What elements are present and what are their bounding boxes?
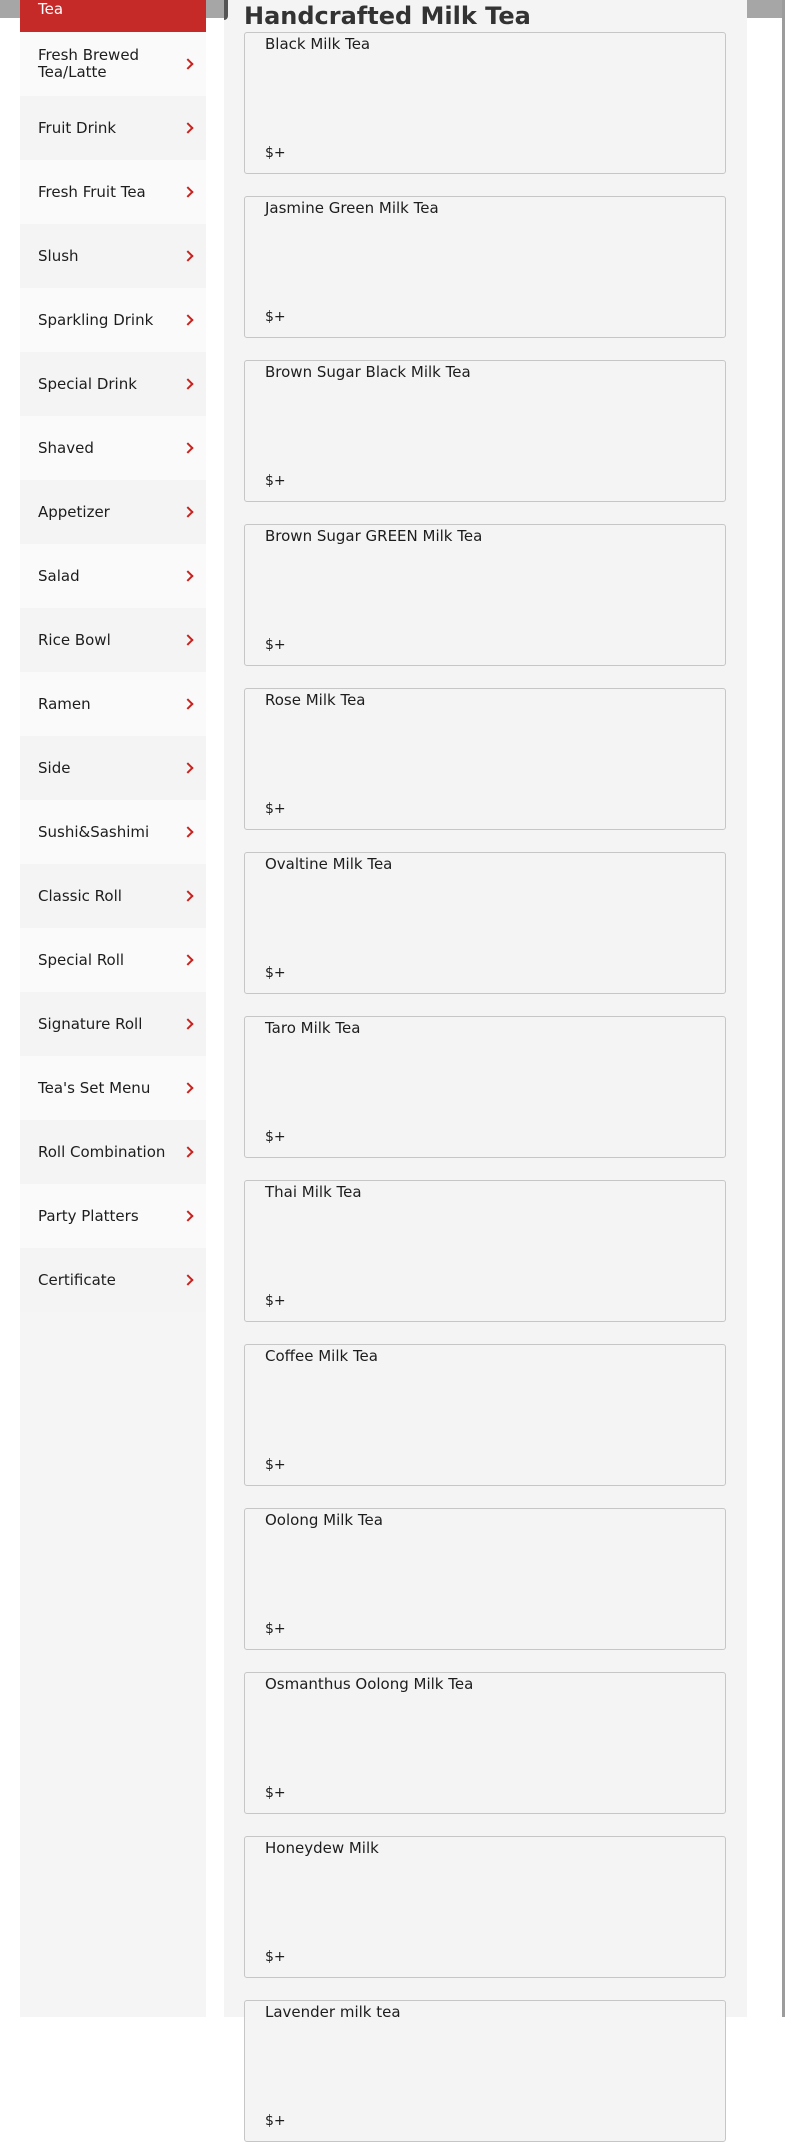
sidebar-item-label: Salad xyxy=(38,566,80,585)
product-name: Ovaltine Milk Tea xyxy=(265,855,393,873)
sidebar-item-certificate[interactable] xyxy=(20,1248,206,1312)
sidebar-item-salad[interactable] xyxy=(20,544,206,608)
sidebar-item-tea[interactable] xyxy=(20,0,206,32)
product-name: Thai Milk Tea xyxy=(265,1183,362,1201)
sidebar-item-fruit-drink[interactable] xyxy=(20,96,206,160)
sidebar-item-label: Special Drink xyxy=(38,374,137,393)
product-name: Coffee Milk Tea xyxy=(265,1347,378,1365)
chevron-right-icon xyxy=(182,1210,193,1221)
chevron-right-icon xyxy=(182,762,193,773)
product-price: $+ xyxy=(265,1129,286,1145)
chevron-right-icon xyxy=(182,634,193,645)
product-name: Brown Sugar Black Milk Tea xyxy=(265,363,471,381)
chevron-right-icon xyxy=(182,1146,193,1157)
sidebar-item-label: Shaved xyxy=(38,438,94,457)
chevron-right-icon xyxy=(182,122,193,133)
sidebar-item-label: Side xyxy=(38,758,71,777)
product-card[interactable] xyxy=(244,1672,726,1814)
chevron-right-icon xyxy=(182,954,193,965)
sidebar-item-fresh-fruit-tea[interactable] xyxy=(20,160,206,224)
sidebar-item-rice-bowl[interactable] xyxy=(20,608,206,672)
chevron-right-icon xyxy=(182,186,193,197)
product-card[interactable] xyxy=(244,360,726,502)
product-card[interactable] xyxy=(244,1344,726,1486)
product-card[interactable] xyxy=(244,2000,726,2142)
product-price: $+ xyxy=(265,1457,286,1473)
sidebar-item-label: Slush xyxy=(38,246,79,265)
product-card[interactable] xyxy=(244,1508,726,1650)
sidebar-item-classic-roll[interactable] xyxy=(20,864,206,928)
sidebar-item-fresh-brewed-tea-latte[interactable] xyxy=(20,32,206,96)
category-image xyxy=(224,0,228,20)
sidebar-item-label: Party Platters xyxy=(38,1206,139,1225)
product-name: Jasmine Green Milk Tea xyxy=(265,199,439,217)
chevron-right-icon xyxy=(182,250,193,261)
sidebar-item-special-drink[interactable] xyxy=(20,352,206,416)
product-name: Black Milk Tea xyxy=(265,35,371,53)
sidebar-item-label: Tea xyxy=(38,0,64,18)
chevron-right-icon xyxy=(182,442,193,453)
chevron-right-icon xyxy=(182,1082,193,1093)
sidebar-item-label: Sushi&Sashimi xyxy=(38,822,150,841)
sidebar-item-label: Sparkling Drink xyxy=(38,310,154,329)
sidebar-item-slush[interactable] xyxy=(20,224,206,288)
chevron-right-icon xyxy=(182,314,193,325)
product-card[interactable] xyxy=(244,852,726,994)
sidebar-item-label: Fresh Fruit Tea xyxy=(38,182,146,201)
chevron-right-icon xyxy=(182,698,193,709)
product-card[interactable] xyxy=(244,196,726,338)
sidebar-item-shaved[interactable] xyxy=(20,416,206,480)
sidebar-item-party-platters[interactable] xyxy=(20,1184,206,1248)
product-price: $+ xyxy=(265,637,286,653)
sidebar-item-label: Special Roll xyxy=(38,950,125,969)
product-price: $+ xyxy=(265,801,286,817)
sidebar-item-label: Fresh Brewed Tea/Latte xyxy=(38,46,140,81)
product-price: $+ xyxy=(265,1949,286,1965)
product-price: $+ xyxy=(265,1621,286,1637)
chevron-right-icon xyxy=(182,378,193,389)
sidebar-item-label: Fruit Drink xyxy=(38,118,117,137)
page-right-margin xyxy=(747,18,782,2017)
sidebar-item-appetizer[interactable] xyxy=(20,480,206,544)
chevron-right-icon xyxy=(182,1274,193,1285)
sidebar-item-label: Rice Bowl xyxy=(38,630,111,649)
product-name: Osmanthus Oolong Milk Tea xyxy=(265,1675,474,1693)
product-price: $+ xyxy=(265,145,286,161)
sidebar-item-special-roll[interactable] xyxy=(20,928,206,992)
product-card[interactable] xyxy=(244,1836,726,1978)
page-title: Handcrafted Milk Tea xyxy=(244,2,531,31)
product-card[interactable] xyxy=(244,524,726,666)
product-name: Taro Milk Tea xyxy=(265,1019,361,1037)
product-name: Rose Milk Tea xyxy=(265,691,366,709)
page-left-margin xyxy=(0,18,20,2017)
product-card[interactable] xyxy=(244,32,726,174)
product-card[interactable] xyxy=(244,688,726,830)
sidebar-item-label: Classic Roll xyxy=(38,886,122,905)
product-name: Brown Sugar GREEN Milk Tea xyxy=(265,527,483,545)
product-price: $+ xyxy=(265,309,286,325)
product-name: Lavender milk tea xyxy=(265,2003,401,2021)
chevron-right-icon xyxy=(182,1018,193,1029)
product-price: $+ xyxy=(265,1785,286,1801)
sidebar-item-side[interactable] xyxy=(20,736,206,800)
product-card[interactable] xyxy=(244,1180,726,1322)
sidebar-item-roll-combination[interactable] xyxy=(20,1120,206,1184)
product-card[interactable] xyxy=(244,1016,726,1158)
product-price: $+ xyxy=(265,1293,286,1309)
chevron-right-icon xyxy=(182,826,193,837)
category-sidebar xyxy=(20,0,206,2017)
sidebar-item-signature-roll[interactable] xyxy=(20,992,206,1056)
chevron-right-icon xyxy=(182,506,193,517)
sidebar-item-label: Appetizer xyxy=(38,502,110,521)
sidebar-item-label: Ramen xyxy=(38,694,91,713)
sidebar-item-sparkling-drink[interactable] xyxy=(20,288,206,352)
sidebar-item-ramen[interactable] xyxy=(20,672,206,736)
sidebar-item-label: Signature Roll xyxy=(38,1014,143,1033)
chevron-right-icon xyxy=(182,570,193,581)
product-name: Oolong Milk Tea xyxy=(265,1511,383,1529)
sidebar-item-teas-set-menu[interactable] xyxy=(20,1056,206,1120)
chevron-right-icon xyxy=(182,58,193,69)
product-list-panel xyxy=(224,0,747,2129)
sidebar-item-label: Certificate xyxy=(38,1270,116,1289)
sidebar-item-label: Roll Combination xyxy=(38,1142,166,1161)
product-price: $+ xyxy=(265,2113,286,2129)
sidebar-item-label: Tea's Set Menu xyxy=(38,1078,151,1097)
product-price: $+ xyxy=(265,473,286,489)
chevron-right-icon xyxy=(182,890,193,901)
sidebar-item-sushi-sashimi[interactable] xyxy=(20,800,206,864)
product-price: $+ xyxy=(265,965,286,981)
product-name: Honeydew Milk xyxy=(265,1839,379,1857)
